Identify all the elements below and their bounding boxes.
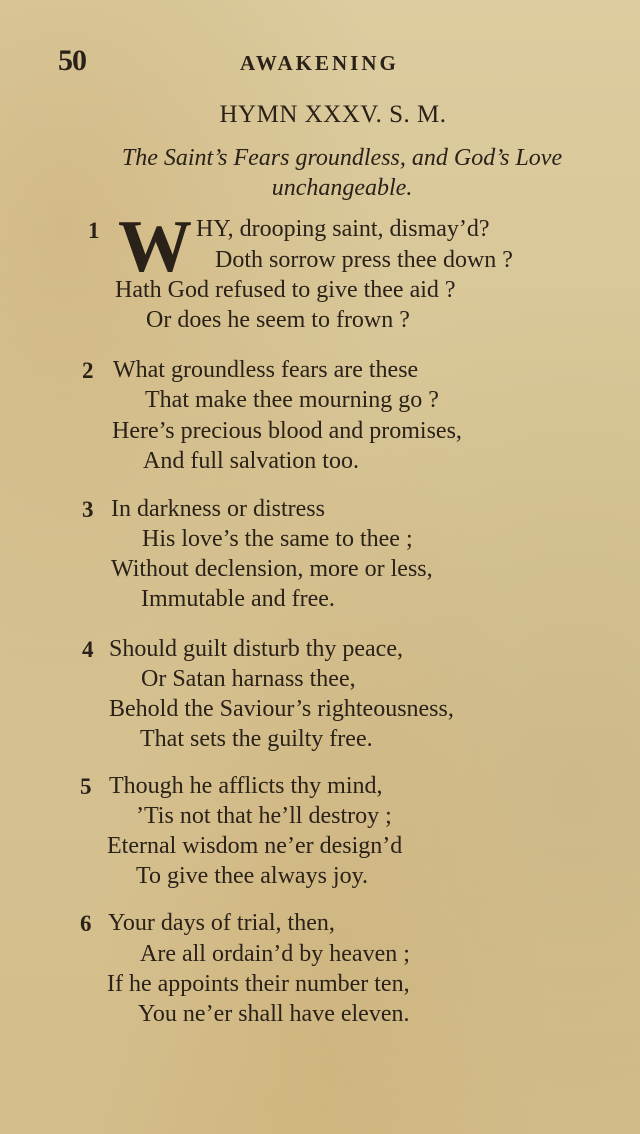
stanza-line: Without declension, more or less,: [111, 556, 433, 582]
stanza-number: 6: [80, 911, 92, 936]
hymn-subtitle: [62, 143, 622, 203]
stanza-line: Immutable and free.: [141, 586, 335, 612]
stanza-number: 4: [82, 637, 94, 662]
hymn-subtitle-line-2: unchangeable.: [271, 175, 413, 201]
stanza-number: 3: [82, 497, 94, 522]
stanza-line: Or Satan harnass thee,: [141, 666, 356, 692]
stanza-number: 2: [82, 358, 94, 383]
stanza-line: If he appoints their number ten,: [107, 971, 410, 997]
stanza-line: To give thee always joy.: [136, 863, 369, 889]
stanza-line: And full salvation too.: [143, 448, 359, 474]
stanza-line: In darkness or distress: [111, 496, 325, 522]
stanza-line: His love’s the same to thee ;: [142, 526, 413, 552]
hymn-subtitle-line-1: The Saint’s Fears groundless, and God’s Love: [121, 145, 563, 171]
stanza-line: Here’s precious blood and promises,: [112, 418, 462, 444]
stanza-line: ’Tis not that he’ll destroy ;: [136, 803, 392, 829]
stanza-line: That make thee mourning go ?: [145, 387, 439, 413]
drop-cap: W: [118, 206, 190, 288]
stanza-line: Eternal wisdom ne’er design’d: [107, 833, 403, 859]
stanza-number: 5: [80, 774, 92, 799]
hymn-title: HYMN XXXV. S. M.: [219, 101, 447, 128]
stanza-line: Hath God refused to give thee aid ?: [115, 277, 456, 303]
stanza-line: What groundless fears are these: [113, 357, 419, 383]
running-head: [0, 44, 640, 78]
stanza-number: 1: [88, 218, 100, 243]
stanza-line: Though he afflicts thy mind,: [109, 773, 383, 799]
stanza-line: That sets the guilty free.: [140, 726, 373, 752]
stanza-line: Your days of trial, then,: [108, 910, 335, 936]
stanza-line: You ne’er shall have eleven.: [138, 1001, 410, 1027]
stanza-line: Behold the Saviour’s righteousness,: [109, 696, 454, 722]
stanza-line: Doth sorrow press thee down ?: [215, 247, 513, 273]
page-number: 50: [58, 44, 86, 77]
section-title: AWAKENING: [240, 51, 399, 75]
stanza-line: Should guilt disturb thy peace,: [109, 636, 403, 662]
stanza-line: Or does he seem to frown ?: [146, 307, 410, 333]
stanza-line: Are all ordain’d by heaven ;: [140, 941, 410, 967]
stanza-line: HY, drooping saint, dismay’d?: [196, 216, 490, 242]
